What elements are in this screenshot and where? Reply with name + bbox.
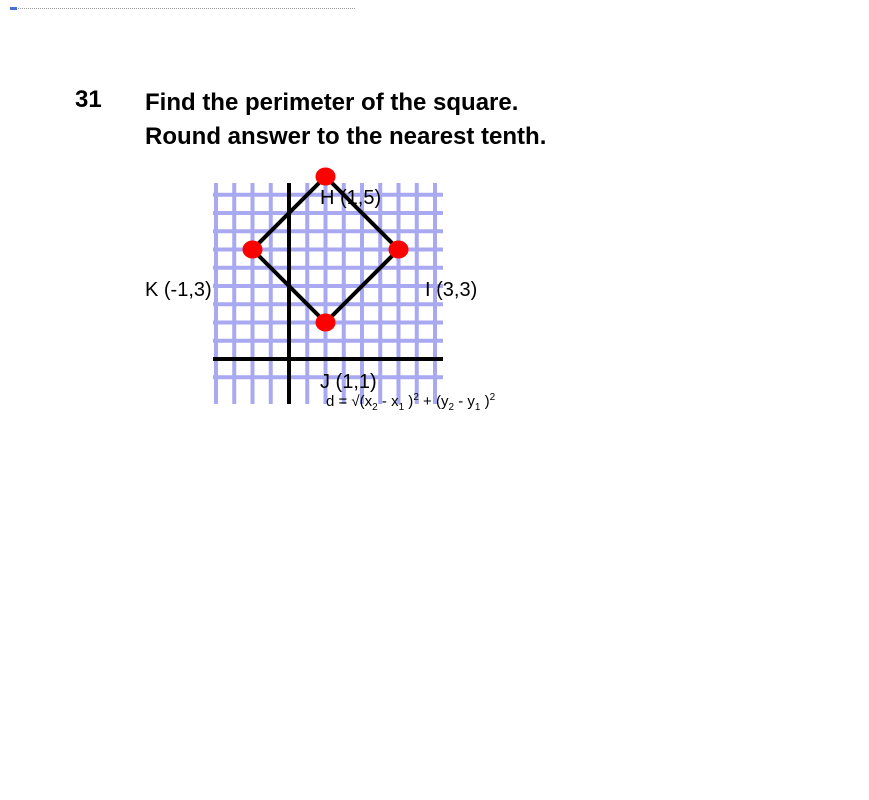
point-label-k: K (-1,3) (145, 279, 212, 301)
point-label-h: H (1,5) (320, 187, 382, 209)
question-line-2: Round answer to the nearest tenth. (145, 123, 547, 150)
vertex-k (243, 241, 263, 259)
formula-sup: 2 (489, 392, 496, 403)
point-label-j: J (1,1) (320, 371, 377, 393)
vertex-i (389, 241, 409, 259)
question-line-1: Find the perimeter of the square. (145, 89, 519, 116)
formula-sub: 1 (474, 402, 481, 413)
formula-part: - y (454, 393, 475, 410)
point-label-i: I (3,3) (425, 279, 478, 301)
formula-part: ) (480, 393, 490, 410)
formula-part: d = √(x (326, 393, 373, 410)
formula-sub: 1 (398, 402, 405, 413)
formula-sub: 2 (372, 402, 378, 413)
formula-sup: 2 (413, 392, 419, 403)
question-number: 31 (75, 86, 102, 113)
formula-part: - x (377, 393, 399, 410)
vertex-j (316, 314, 336, 332)
formula-part: + (y (418, 393, 449, 410)
formula-sub: 2 (448, 402, 455, 413)
formula-part: ) (404, 393, 414, 410)
vertex-h (316, 168, 336, 186)
distance-formula (326, 392, 495, 413)
